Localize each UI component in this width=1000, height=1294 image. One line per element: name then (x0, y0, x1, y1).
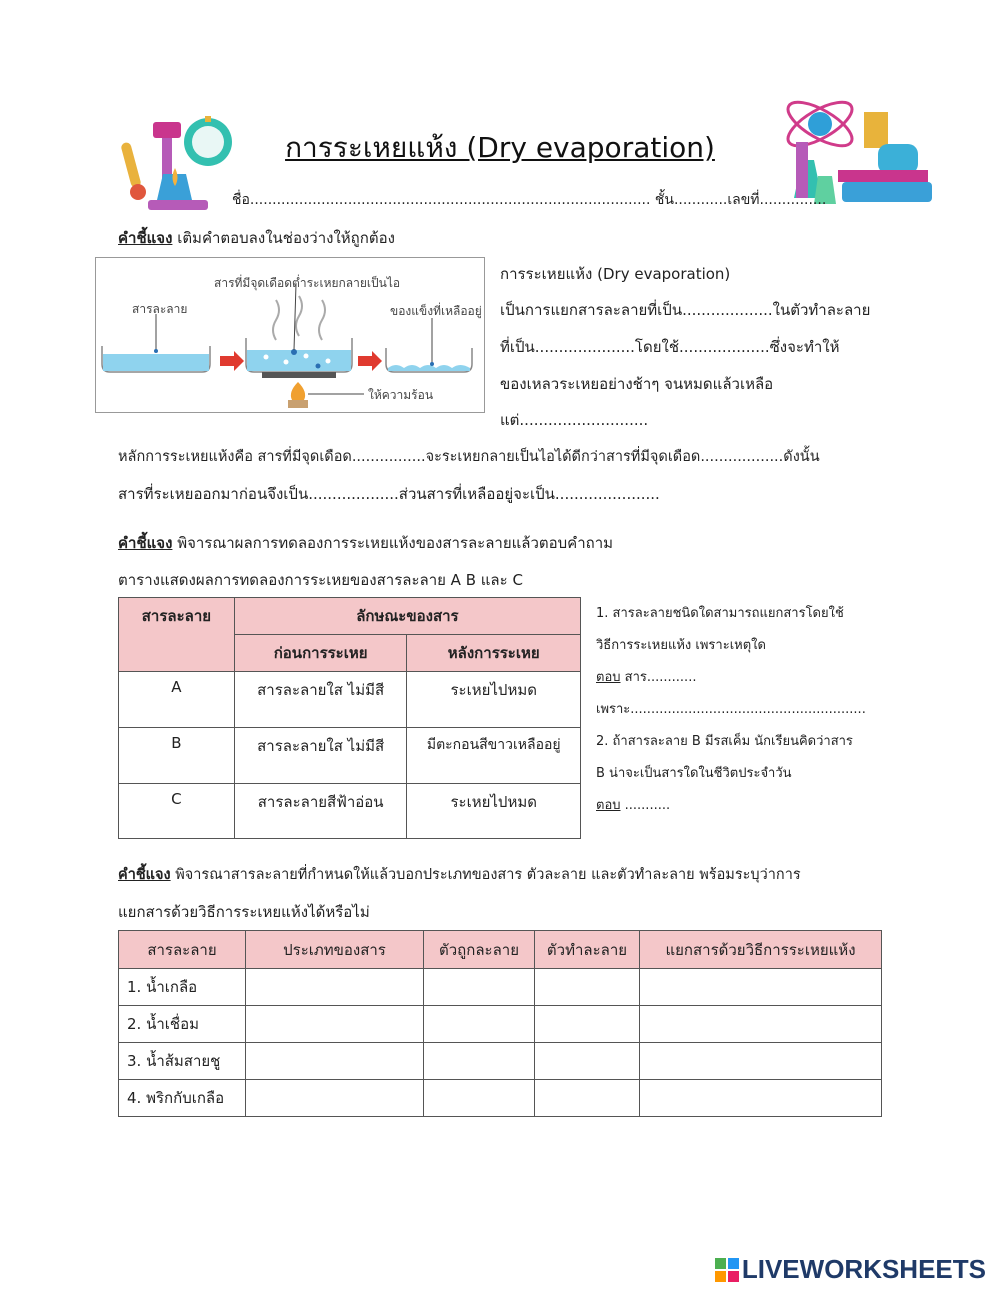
principle-line-1: หลักการระเหยแห้งคือ สารที่มีจุดเดือด................จะระเหยกลายเป็นไอได้ดีกว่าสารที่มีจุดเดือด..................ดังนั้น (118, 449, 820, 465)
t2-cell-input[interactable] (424, 969, 535, 1006)
row-b-name: B (119, 728, 235, 784)
t2-cell-input[interactable] (535, 1043, 640, 1080)
answer-label: ตอบ (596, 670, 621, 685)
t2-cell-input[interactable] (640, 1006, 882, 1043)
question-2-answer (596, 794, 670, 815)
header-property: ลักษณะของสาร (234, 598, 580, 635)
answer-blank[interactable]: สาร............ (620, 670, 697, 685)
header-after: หลังการระเหย (407, 635, 581, 672)
answer-blank[interactable]: ........... (620, 798, 671, 813)
answer-label: ตอบ (596, 798, 621, 813)
row-a-after: ระเหยไปหมด (407, 672, 581, 728)
t2-cell-input[interactable] (246, 1006, 424, 1043)
t2-cell-input[interactable] (535, 1006, 640, 1043)
row-c-name: C (119, 784, 235, 839)
t2-cell-input[interactable] (246, 1080, 424, 1117)
student-info-line: ชื่อ.......................................................................................... ชั้น............เลขที่............... (232, 192, 827, 208)
diagram-label-residue: ของแข็งที่เหลืออยู่ (390, 304, 482, 318)
instruction-1 (118, 226, 395, 250)
instruction-2 (118, 531, 613, 555)
question-2-line-2: B น่าจะเป็นสารใดในชีวิตประจำวัน (596, 766, 792, 781)
t2-cell-input[interactable] (640, 1043, 882, 1080)
principle-line-2: สารที่ระเหยออกมาก่อนจึงเป็น...................ส่วนสารที่เหลืออยู่จะเป็น...................... (118, 485, 660, 503)
header-solution: สารละลาย (119, 598, 235, 672)
row-a-before: สารละลายใส ไม่มีสี (234, 672, 407, 728)
right-text-line-1: การระเหยแห้ง (Dry evaporation) (500, 265, 731, 283)
instruction-3-line-2: แยกสารด้วยวิธีการระเหยแห้งได้หรือไม่ (118, 903, 370, 921)
t2-header-type: ประเภทของสาร (246, 931, 424, 969)
row-b-before: สารละลายใส ไม่มีสี (234, 728, 407, 784)
liveworksheets-logo (715, 1254, 986, 1285)
evaporation-diagram (95, 257, 485, 413)
question-2-line-1: 2. ถ้าสารละลาย B มีรสเค็ม นักเรียนคิดว่าสาร (596, 734, 853, 749)
t2-cell-input[interactable] (535, 969, 640, 1006)
page-title: การระเหยแห้ง (Dry evaporation) (285, 131, 715, 164)
experiment-results-table (118, 597, 581, 839)
t2-cell-input[interactable] (424, 1080, 535, 1117)
question-1-line-1: 1. สารละลายชนิดใดสามารถแยกสารโดยใช้ (596, 606, 844, 621)
row-c-before: สารละลายสีฟ้าอ่อน (234, 784, 407, 839)
t2-header-solute: ตัวถูกละลาย (424, 931, 535, 969)
diagram-label-solution: สารละลาย (132, 302, 188, 316)
diagram-label-heat: ให้ความร้อน (368, 388, 434, 402)
instruction-label: คำชี้แจง (118, 867, 171, 883)
instruction-3 (118, 863, 801, 886)
right-text-line-4: ของเหลวระเหยอย่างช้าๆ จนหมดแล้วเหลือ (500, 375, 774, 393)
t2-cell-input[interactable] (640, 969, 882, 1006)
row-b-after: มีตะกอนสีขาวเหลืออยู่ (407, 728, 581, 784)
t2-row-4-name: 4. พริกกับเกลือ (119, 1080, 246, 1117)
row-a-name: A (119, 672, 235, 728)
classification-table (118, 930, 882, 1117)
t2-cell-input[interactable] (535, 1080, 640, 1117)
t2-cell-input[interactable] (424, 1043, 535, 1080)
t2-row-3-name: 3. น้ำส้มสายชู (119, 1043, 246, 1080)
t2-cell-input[interactable] (424, 1006, 535, 1043)
right-text-line-3: ที่เป็น.....................โดยใช้...................ซึ่งจะทำให้ (500, 338, 840, 356)
t2-cell-input[interactable] (640, 1080, 882, 1117)
question-1-line-2: วิธีการระเหยแห้ง เพราะเหตุใด (596, 638, 766, 653)
t2-header-evaporation: แยกสารด้วยวิธีการระเหยแห้ง (640, 931, 882, 969)
instruction-text: พิจารณาผลการทดลองการระเหยแห้งของสารละลายแล้วตอบคำถาม (172, 534, 614, 552)
t2-cell-input[interactable] (246, 1043, 424, 1080)
logo-icon (715, 1258, 739, 1282)
row-c-after: ระเหยไปหมด (407, 784, 581, 839)
instruction-text: พิจารณาสารละลายที่กำหนดให้แล้วบอกประเภทของสาร ตัวละลาย และตัวทำละลาย พร้อมระบุว่าการ (170, 867, 801, 883)
t2-header-solution: สารละลาย (119, 931, 246, 969)
right-text-line-2: เป็นการแยกสารละลายที่เป็น...................ในตัวทำละลาย (500, 301, 871, 319)
t2-cell-input[interactable] (246, 969, 424, 1006)
question-1-because[interactable]: เพราะ......................................................... (596, 702, 866, 717)
diagram-label-vapor: สารที่มีจุดเดือดต่ำระเหยกลายเป็นไอ (214, 276, 401, 290)
right-text-line-5: แต่........................... (500, 411, 649, 429)
header-before: ก่อนการระเหย (234, 635, 407, 672)
instruction-label: คำชี้แจง (118, 229, 173, 247)
instruction-label: คำชี้แจง (118, 534, 173, 552)
logo-text: LIVEWORKSHEETS (741, 1254, 986, 1284)
t2-row-2-name: 2. น้ำเชื่อม (119, 1006, 246, 1043)
table1-caption: ตารางแสดงผลการทดลองการระเหยของสารละลาย A B และ C (118, 571, 523, 589)
instruction-text: เติมคำตอบลงในช่องว่างให้ถูกต้อง (172, 229, 395, 247)
t2-row-1-name: 1. น้ำเกลือ (119, 969, 246, 1006)
question-1-answer (596, 666, 696, 687)
t2-header-solvent: ตัวทำละลาย (535, 931, 640, 969)
